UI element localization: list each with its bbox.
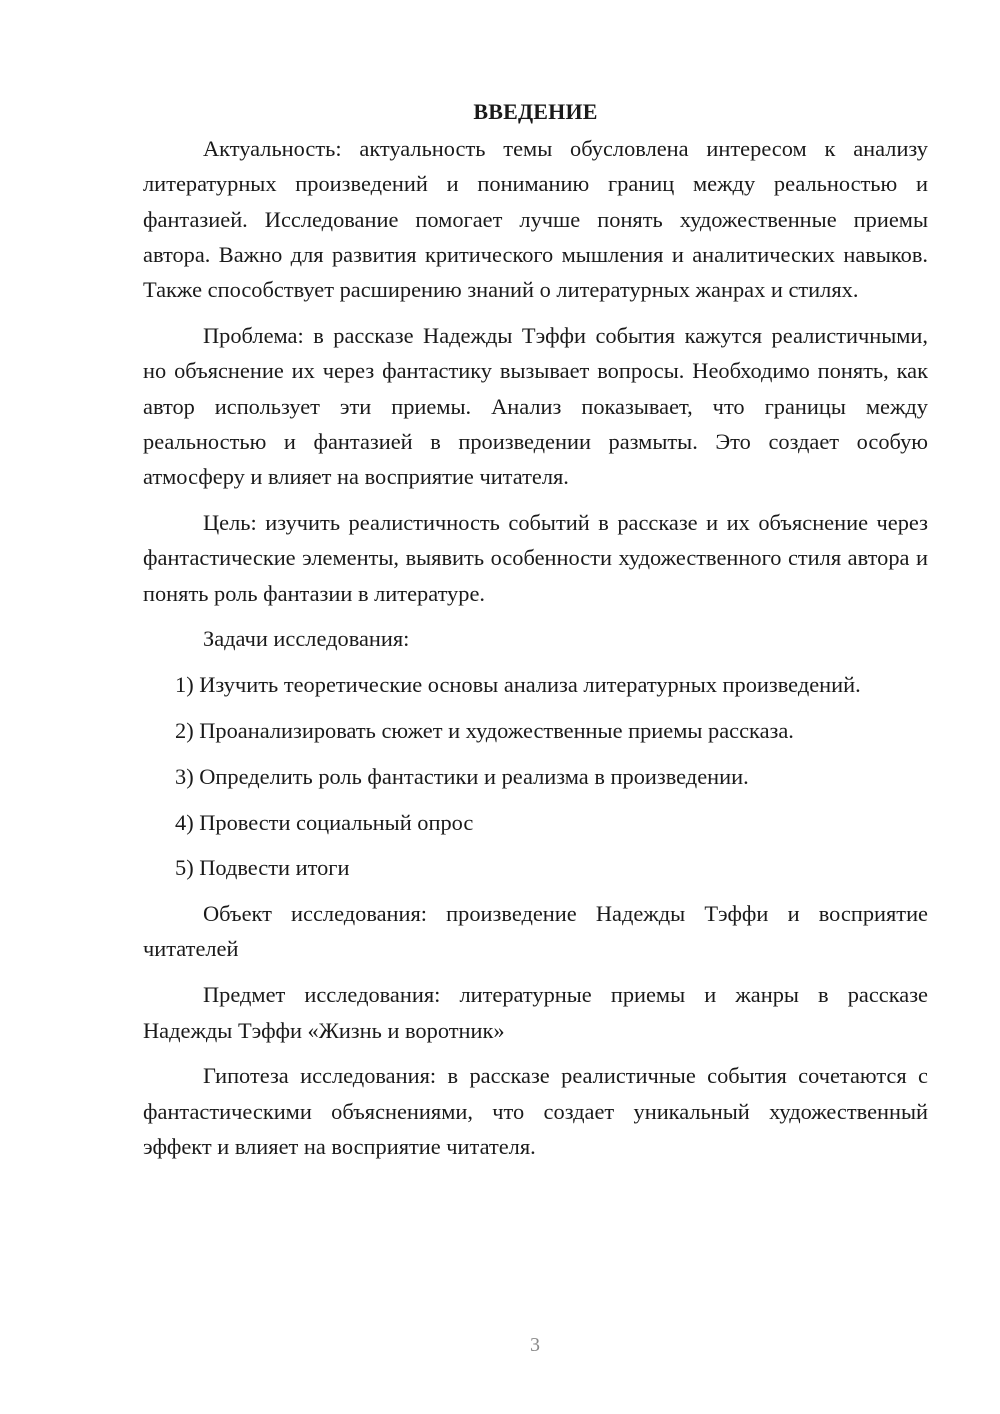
list-item: 3) Определить роль фантастики и реализма в произведении. xyxy=(175,763,749,789)
tasks-list xyxy=(143,667,928,885)
tasks-heading: Задачи исследования: xyxy=(203,626,410,652)
document-page xyxy=(143,94,928,1175)
page-number: 3 xyxy=(530,1334,540,1356)
relevance-paragraph: Актуальность: актуальность темы обусловлена интересом к анализу литературных произведений и пониманию границ между реальностью и фантазией. Исследование помогает лучше понять художественные приемы автора. Важно для развития критического мышления и аналитических навыков. Также способствует расширению знаний о литературных жанрах и стилях. xyxy=(143,136,928,303)
problem-paragraph: Проблема: в рассказе Надежды Тэффи события кажутся реалистичными, но объяснение их через фантастику вызывает вопросы. Необходимо понять, как автор использует эти приемы. Анализ показывает, что границы между реальностью и фантазией в произведении размыты. Это создает особую атмосферу и влияет на восприятие читателя. xyxy=(143,322,928,490)
subject-paragraph: Предмет исследования: литературные приемы и жанры в рассказе Надежды Тэффи «Жизнь и воротник» xyxy=(143,982,928,1043)
hypothesis-paragraph: Гипотеза исследования: в рассказе реалистичные события сочетаются с фантастическими объяснениями, что создает уникальный художественный эффект и влияет на восприятие читателя. xyxy=(143,1063,928,1159)
list-item: 4) Провести социальный опрос xyxy=(175,809,474,835)
page-title: ВВЕДЕНИЕ xyxy=(473,99,598,124)
list-item: 5) Подвести итоги xyxy=(175,855,350,881)
object-paragraph: Объект исследования: произведение Надежды Тэффи и восприятие читателей xyxy=(143,901,928,962)
goal-paragraph: Цель: изучить реалистичность событий в рассказе и их объяснение через фантастические элементы, выявить особенности художественного стиля автора и понять роль фантазии в литературе. xyxy=(143,509,928,606)
list-item: 1) Изучить теоретические основы анализа литературных произведений. xyxy=(175,672,861,698)
list-item: 2) Проанализировать сюжет и художественные приемы рассказа. xyxy=(175,717,794,743)
